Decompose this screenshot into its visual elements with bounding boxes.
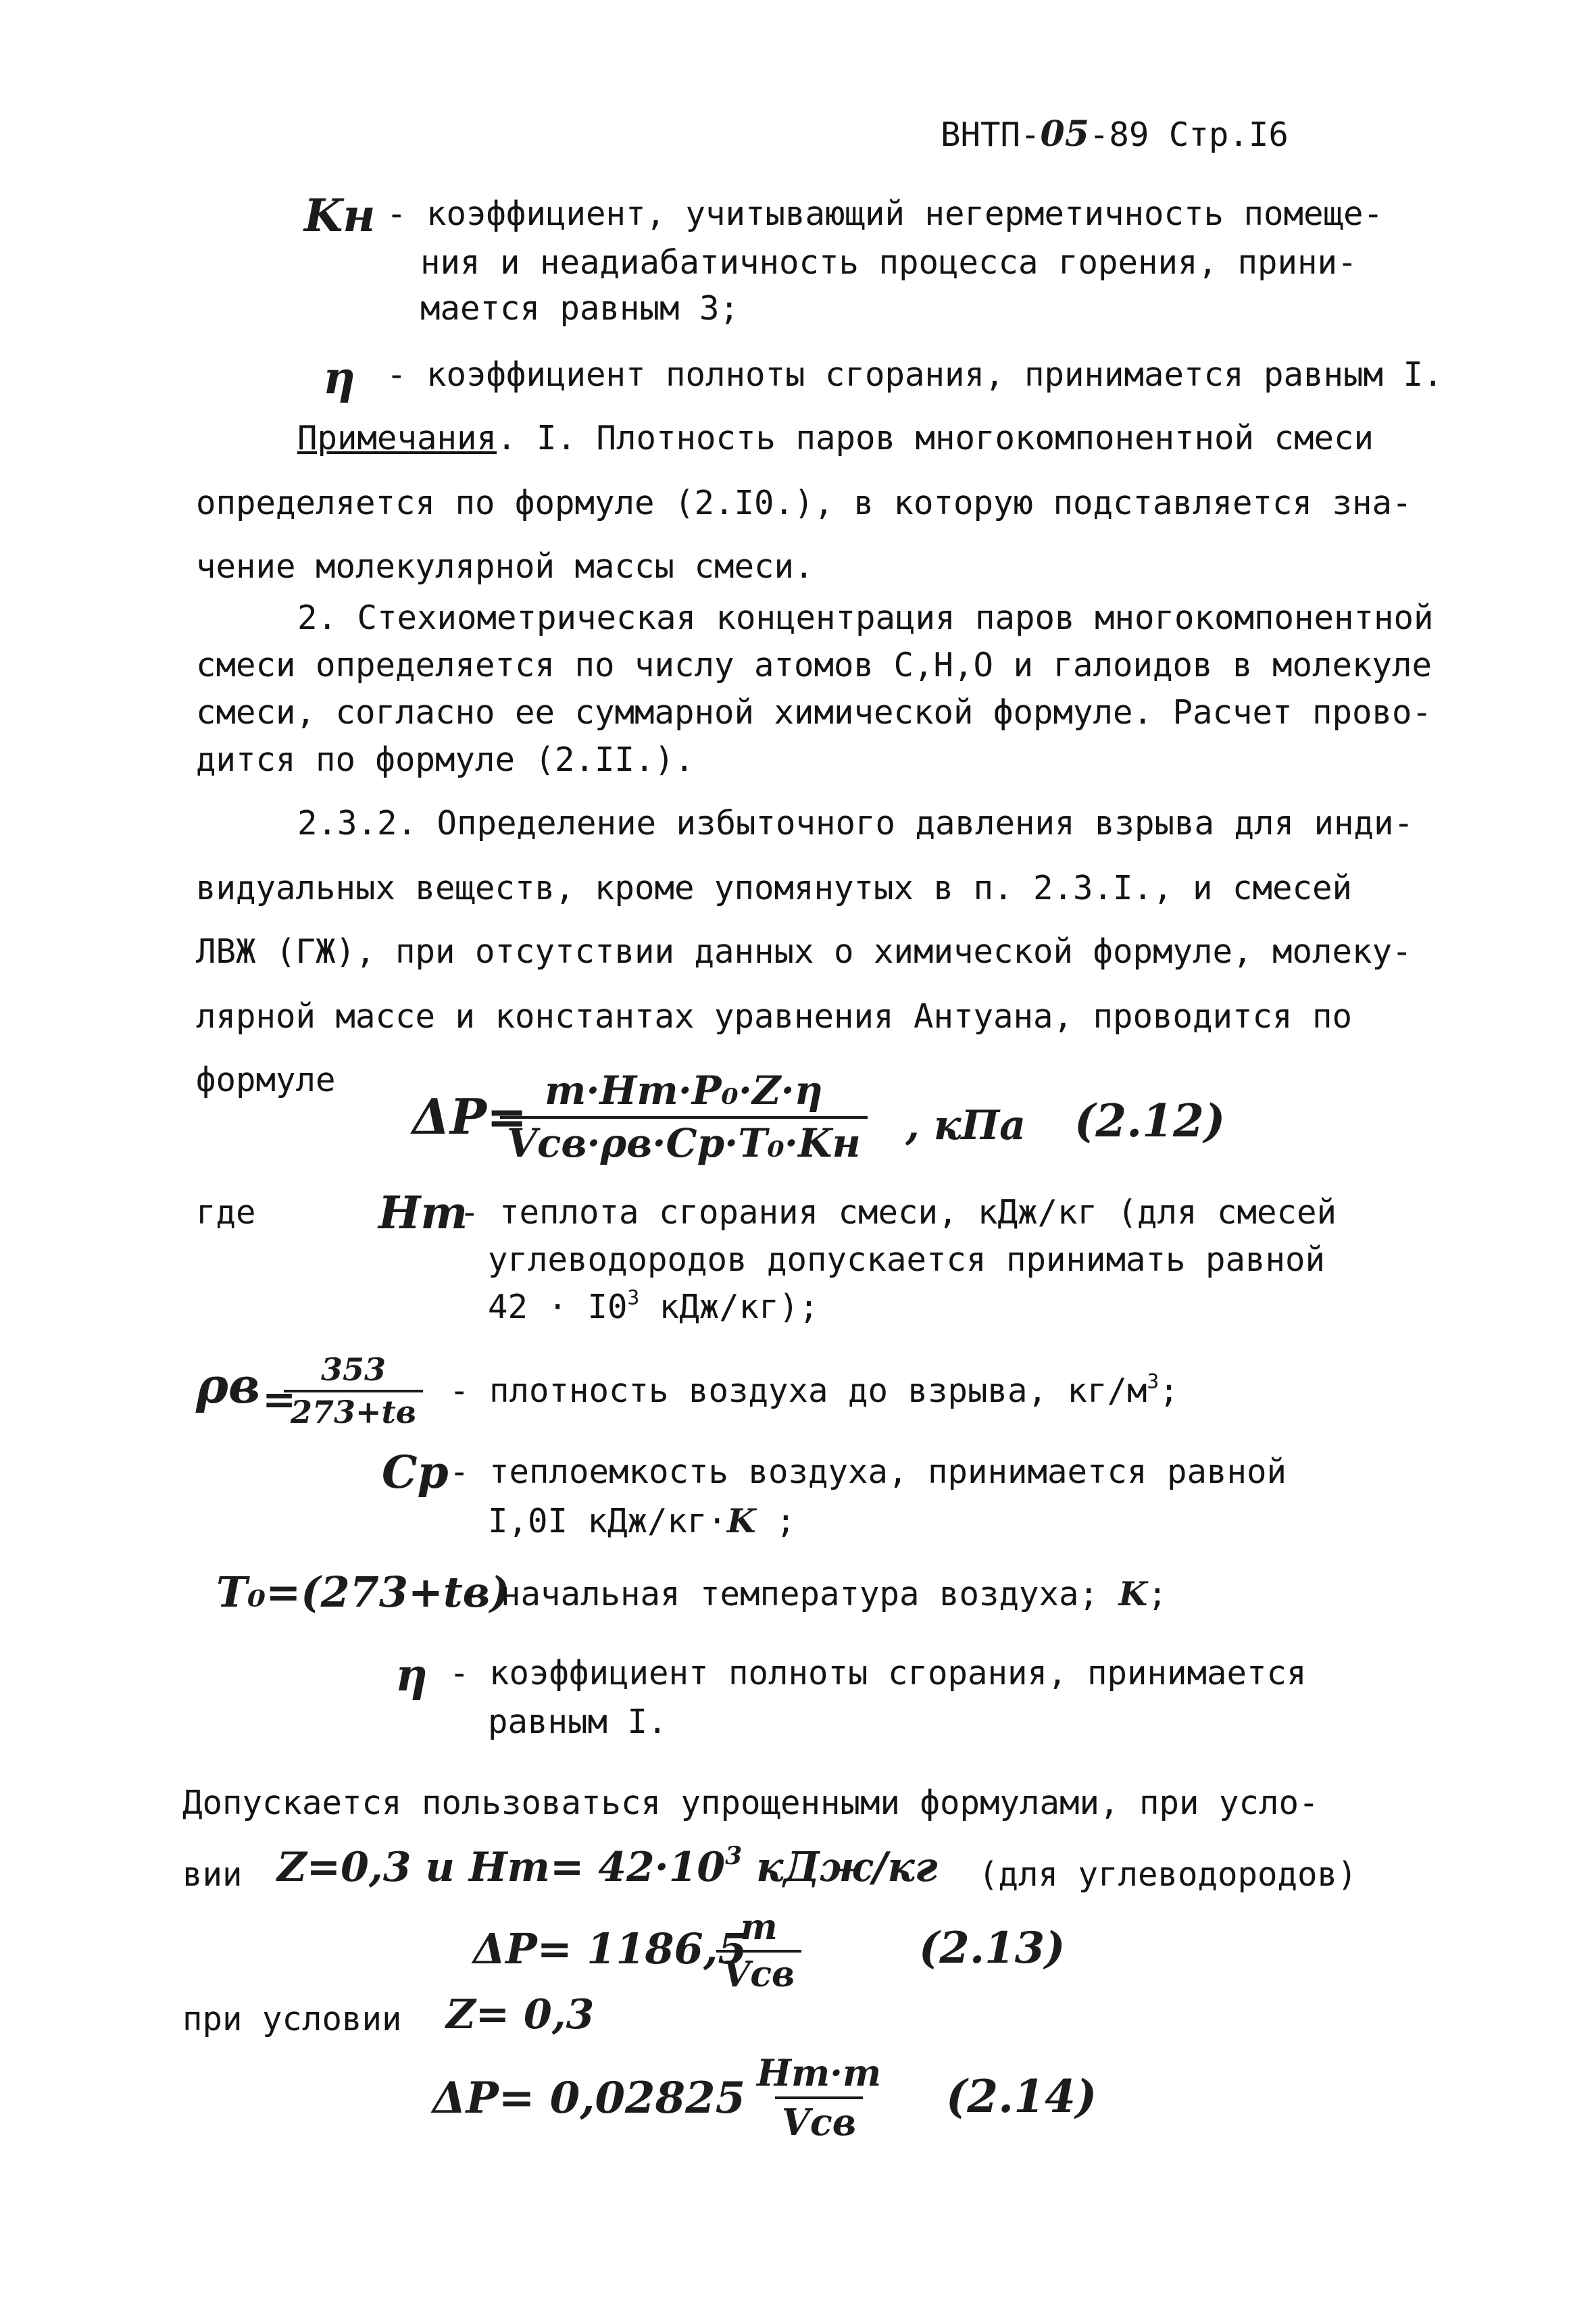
- ht-value: 42 · I0: [488, 1288, 628, 1326]
- ht-value-exponent: 3: [627, 1286, 640, 1309]
- cp-definition-line-1: - теплоемкость воздуха, принимается равной: [449, 1453, 1287, 1491]
- symbol-eta: η: [323, 351, 355, 404]
- simplified-line-3-typed: при условии: [182, 2000, 402, 2038]
- symbol-ht: Hт: [378, 1186, 468, 1239]
- notes-line-2: определяется по формуле (2.I0.), в которую подставляется зна-: [196, 484, 1412, 522]
- kh-definition-line-3: мается равным 3;: [420, 289, 740, 328]
- rho-definition: [449, 1369, 1179, 1411]
- formula-2-14-numerator: Hт·m: [757, 2051, 882, 2094]
- simplified-line-2-typed: вии: [182, 1855, 243, 1894]
- where-label: где: [196, 1193, 256, 1232]
- symbol-t0: T₀=(273+tв): [216, 1567, 510, 1617]
- formula-2-12-numerator: m·Hт·P₀·Z·η: [544, 1067, 823, 1113]
- t0-definition-text: - начальная температура воздуха;: [461, 1575, 1119, 1613]
- formula-2-12-lhs: ΔP=: [412, 1088, 528, 1145]
- formula-label: формуле: [196, 1061, 336, 1099]
- formula-2-12-number: (2.12): [1074, 1095, 1226, 1147]
- condition-1: [277, 1843, 938, 1892]
- notes-item-2-line-4: дится по формуле (2.II.).: [196, 740, 695, 779]
- condition-1-exponent: 3: [725, 1841, 743, 1870]
- rho-fraction: [284, 1351, 423, 1431]
- formula-2-13-fraction: [716, 1907, 801, 1996]
- notes-item-2-line-2: смеси определяется по числу атомов С,Н,О и галоидов в молекуле: [196, 646, 1432, 684]
- ht-unit: кДж/кг);: [639, 1288, 819, 1326]
- section-line-1: 2.3.2. Определение избыточного давления взрыва для инди-: [297, 804, 1414, 842]
- eta-definition: - коэффициент полноты сгорания, принимается равным I.: [386, 355, 1443, 394]
- doc-code-number: 05: [1040, 114, 1089, 155]
- formula-2-12-denominator: Vсв·ρв·Cp·T₀·Kн: [500, 1116, 868, 1167]
- rho-definition-text: - плотность воздуха до взрыва, кг/м: [449, 1372, 1147, 1410]
- symbol-cp: Cp: [382, 1446, 449, 1499]
- section-line-3: ЛВЖ (ГЖ), при отсутствии данных о химической формуле, молеку-: [196, 932, 1412, 971]
- cp-unit-kelvin: K: [727, 1501, 756, 1540]
- rho-definition-end: ;: [1159, 1372, 1179, 1410]
- t0-definition: [461, 1574, 1168, 1615]
- formula-2-13-number: (2.13): [919, 1923, 1066, 1973]
- formula-2-14-denominator: Vсв: [775, 2096, 863, 2144]
- notes-line-3: чение молекулярной массы смеси.: [196, 547, 814, 586]
- ht-definition-line-3: [488, 1288, 819, 1328]
- notes-line-1: [297, 419, 1374, 459]
- rho-unit-exponent: 3: [1147, 1369, 1159, 1393]
- formula-2-12-unit: , кПа: [905, 1102, 1026, 1149]
- eta2-definition-line-1: - коэффициент полноты сгорания, принимается: [449, 1654, 1307, 1692]
- symbol-eta-2: η: [395, 1649, 428, 1701]
- ht-definition-line-2: углеводородов допускается принимать равной: [488, 1240, 1326, 1279]
- condition-1-unit: кДж/кг: [742, 1844, 938, 1891]
- formula-2-14-fraction: [750, 2051, 888, 2144]
- notes-line-1-text: . I. Плотность паров многокомпонентной смеси: [497, 419, 1374, 457]
- simplified-line-1: Допускается пользоваться упрощенными формулами, при усло-: [182, 1784, 1319, 1822]
- formula-2-13-denominator: Vсв: [716, 1950, 801, 1996]
- kh-definition-line-2: ния и неадиабатичность процесса горения, прини-: [420, 243, 1357, 282]
- symbol-rho: ρв: [196, 1357, 261, 1414]
- rho-denominator: 273+tв: [284, 1390, 423, 1431]
- notes-item-2-line-1: 2. Стехиометрическая концентрация паров многокомпонентной: [297, 599, 1434, 637]
- ht-definition-line-1: - теплота сгорания смеси, кДж/кг (для смесей: [459, 1193, 1337, 1232]
- rho-numerator: 353: [321, 1351, 386, 1388]
- condition-2: Z= 0,3: [446, 1991, 595, 2038]
- page-header: [941, 114, 1289, 155]
- doc-code-prefix: ВНТП-: [941, 116, 1041, 154]
- formula-2-14-lhs: ΔP= 0,02825: [432, 2073, 746, 2123]
- formula-2-14-number: (2.14): [946, 2070, 1097, 2123]
- condition-1-note: (для углеводородов): [978, 1855, 1357, 1894]
- formula-2-13-numerator: m: [740, 1907, 778, 1948]
- notes-item-2-line-3: смеси, согласно ее суммарной химической формуле. Расчет прово-: [196, 693, 1432, 732]
- t0-definition-end: ;: [1147, 1575, 1168, 1613]
- notes-label: Примечания: [297, 419, 497, 457]
- rho-equals: =: [262, 1376, 297, 1424]
- doc-page-number: -89 Стр.I6: [1089, 116, 1289, 154]
- cp-definition-end: ;: [755, 1502, 796, 1540]
- kh-definition-line-1: - коэффициент, учитывающий негерметичность помеще-: [386, 195, 1384, 233]
- cp-definition-line-2: [488, 1501, 796, 1542]
- formula-2-12-fraction: [500, 1067, 868, 1167]
- cp-value: I,0I кДж/кг·: [488, 1502, 728, 1540]
- condition-1-text: Z=0,3 и Hт= 42·10: [277, 1844, 726, 1891]
- t0-unit-kelvin: K: [1118, 1574, 1148, 1613]
- section-line-4: лярной массе и константах уравнения Антуана, проводится по: [196, 997, 1353, 1036]
- formula-2-13-lhs: ΔP= 1186,5: [473, 1924, 747, 1973]
- section-line-2: видуальных веществ, кроме упомянутых в п. 2.3.I., и смесей: [196, 869, 1353, 907]
- eta2-definition-line-2: равным I.: [488, 1703, 668, 1741]
- symbol-kh: Kн: [304, 189, 376, 242]
